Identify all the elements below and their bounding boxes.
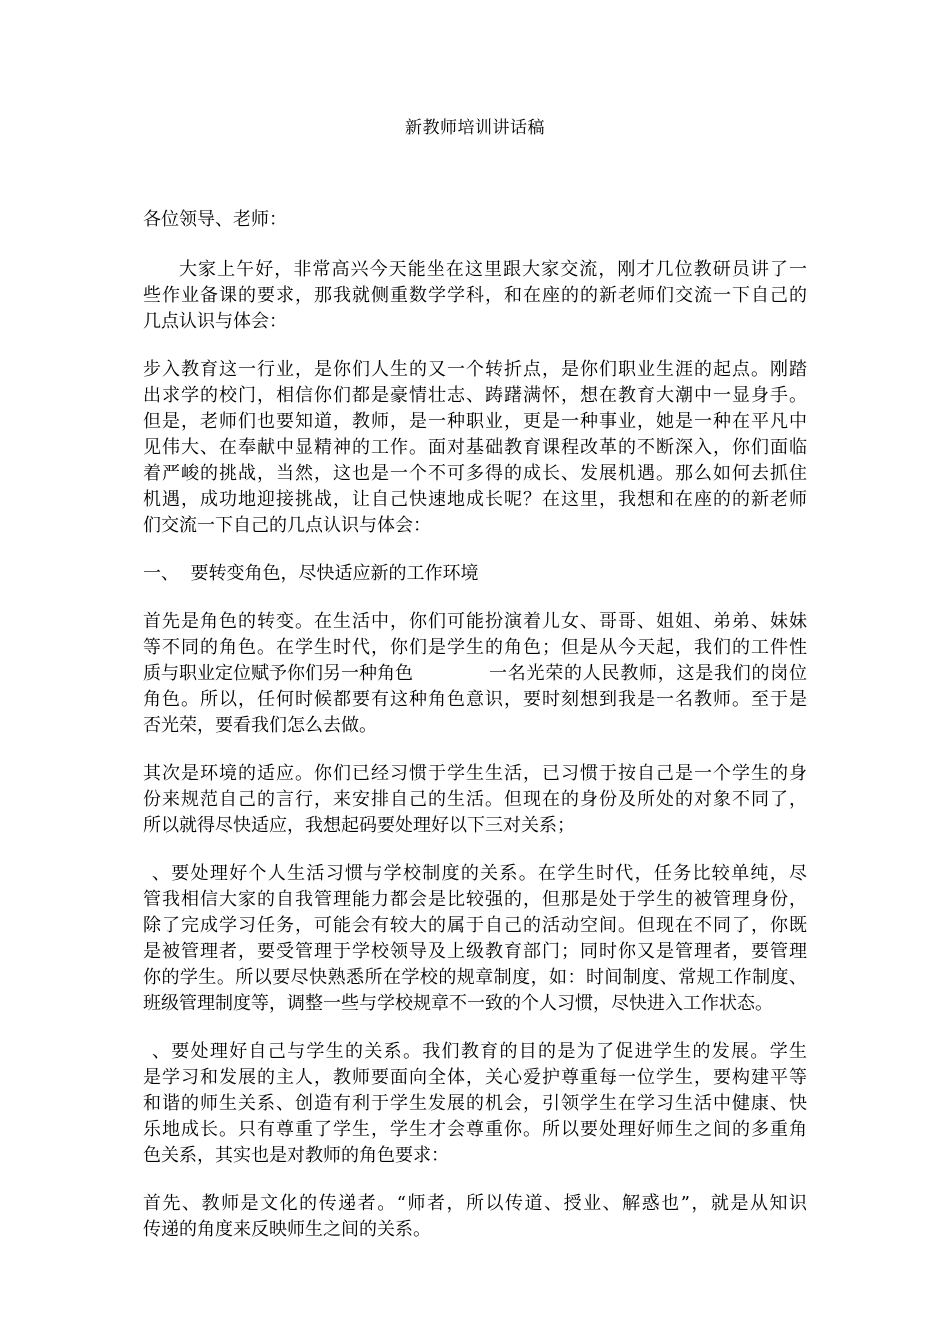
paragraph-line: 所以就得尽快适应，我想起码要处理好以下三对关系； <box>143 815 575 836</box>
paragraph-line: 是被管理者，要受管理于学校领导及上级教育部门；同时你又是管理者，要管理 <box>143 941 807 962</box>
paragraph-line: 角色。所以，任何时候都要有这种角色意识，要时刻想到我是一名教师。至于是 <box>143 689 807 710</box>
paragraph-line: 其次是环境的适应。你们已经习惯于学生生活，已习惯于按自己是一个学生的身 <box>143 763 807 784</box>
paragraph-line: 、要处理好个人生活习惯与学校制度的关系。在学生时代，任务比较单纯，尽 <box>152 863 807 884</box>
paragraph-line: 和谐的师生关系、创造有利于学生发展的机会，引领学生在学习生活中健康、快 <box>143 1093 807 1114</box>
paragraph-line: 首先是角色的转变。在生活中，你们可能扮演着儿女、哥哥、姐姐、弟弟、妹妹 <box>143 611 807 632</box>
paragraph-line: 乐地成长。只有尊重了学生，学生才会尊重你。所以要处理好师生之间的多重角 <box>143 1119 807 1140</box>
paragraph-line: 色关系，其实也是对教师的角色要求： <box>143 1145 449 1166</box>
paragraph-line: 大家上午好，非常高兴今天能坐在这里跟大家交流，刚才几位教研员讲了一 <box>179 259 807 280</box>
document-title: 新教师培训讲话稿 <box>405 118 545 138</box>
section-heading: 一、 要转变角色，尽快适应新的工作环境 <box>143 563 479 584</box>
paragraph-line-part: 质与职业定位赋予你们另一种角色 <box>143 663 413 684</box>
paragraph-line: 班级管理制度等，调整一些与学校规章不一致的个人习惯，尽快进入工作状态。 <box>143 993 773 1014</box>
paragraph-line: 份来规范自己的言行，来安排自己的生活。但现在的身份及所处的对象不同了， <box>143 789 807 810</box>
paragraph-line: 但是，老师们也要知道，教师，是一种职业，更是一种事业，她是一种在平凡中 <box>143 411 807 432</box>
paragraph-line: 着严峻的挑战，当然，这也是一个不可多得的成长、发展机遇。那么如何去抓住 <box>143 463 807 484</box>
paragraph-line-part: 一名光荣的人民教师，这是我们的岗位 <box>489 663 807 684</box>
paragraph-line: 机遇，成功地迎接挑战，让自己快速地成长呢？在这里，我想和在座的的新老师 <box>143 489 807 510</box>
paragraph-line: 等不同的角色。在学生时代，你们是学生的角色；但是从今天起，我们的工件性 <box>143 637 807 658</box>
paragraph-line: 步入教育这一行业，是你们人生的又一个转折点，是你们职业生涯的起点。刚踏 <box>143 359 807 380</box>
paragraph-line: 传递的角度来反映师生之间的关系。 <box>143 1219 431 1240</box>
paragraph-line: 是学习和发展的主人，教师要面向全体，关心爱护尊重每一位学生，要构建平等 <box>143 1067 807 1088</box>
paragraph-line: 管我相信大家的自我管理能力都会是比较强的，但那是处于学生的被管理身份， <box>143 889 807 910</box>
paragraph-line: 、要处理好自己与学生的关系。我们教育的目的是为了促进学生的发展。学生 <box>152 1041 807 1062</box>
paragraph-line: 见伟大、在奉献中显精神的工作。面对基础教育课程改革的不断深入，你们面临 <box>143 437 807 458</box>
paragraph-line: 首先、教师是文化的传递者。“师者，所以传道、授业、解惑也”，就是从知识 <box>143 1193 807 1214</box>
paragraph-line: 些作业备课的要求，那我就侧重数学学科，和在座的的新老师们交流一下自己的 <box>143 285 807 306</box>
paragraph-line: 出求学的校门，相信你们都是豪情壮志、踌躇满怀，想在教育大潮中一显身手。 <box>143 385 807 406</box>
paragraph-line: 你的学生。所以要尽快熟悉所在学校的规章制度，如：时间制度、常规工作制度、 <box>143 967 807 988</box>
paragraph-line: 除了完成学习任务，可能会有较大的属于自己的活动空间。但现在不同了，你既 <box>143 915 807 936</box>
paragraph-line: 几点认识与体会： <box>143 311 287 332</box>
paragraph-line: 否光荣，要看我们怎么去做。 <box>143 715 377 736</box>
paragraph-line: 们交流一下自己的几点认识与体会： <box>143 515 431 536</box>
salutation: 各位领导、老师： <box>143 209 287 230</box>
